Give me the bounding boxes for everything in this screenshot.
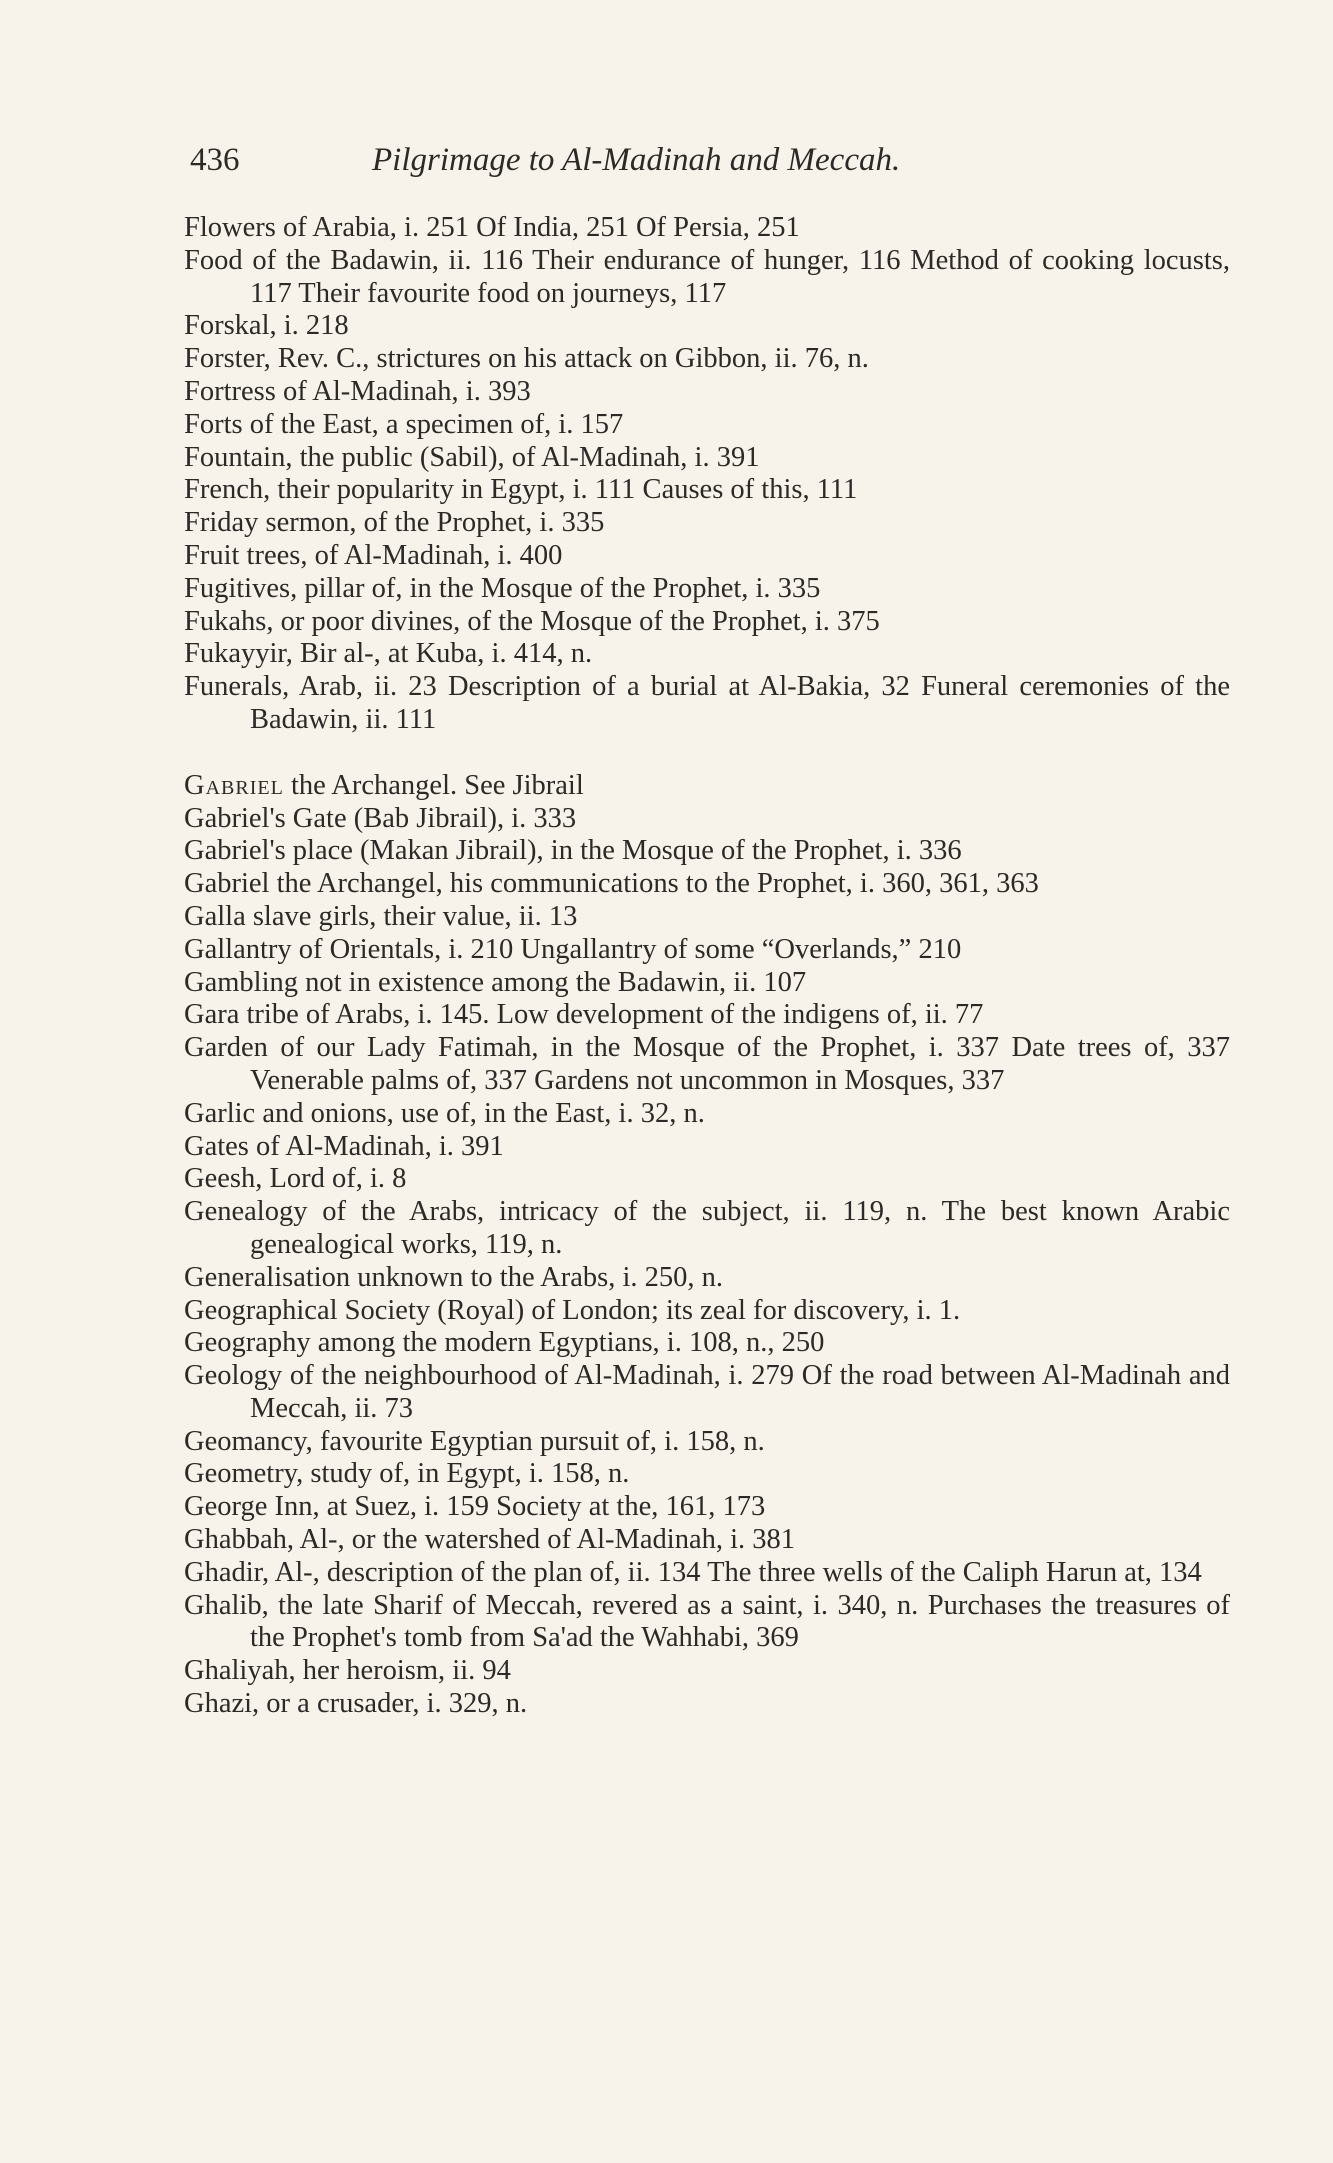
index-entry-text: Fugitives, pillar of, in the Mosque of the Prophet, i. 335 <box>184 572 821 604</box>
index-entry <box>184 868 1230 901</box>
index-entry <box>184 1426 1230 1459</box>
index-entry-text: Gabriel's Gate (Bab Jibrail), i. 333 <box>184 802 577 834</box>
index-entry-text: Fountain, the public (Sabil), of Al-Madinah, i. 391 <box>184 441 760 473</box>
index-entry <box>184 1458 1230 1491</box>
index-entry <box>184 638 1230 671</box>
index-entry-text: Gabriel's place (Makan Jibrail), in the Mosque of the Prophet, i. 336 <box>184 835 962 867</box>
index-entry <box>184 474 1230 507</box>
index-entry-text: Geomancy, favourite Egyptian pursuit of, i. 158, n. <box>184 1425 765 1457</box>
index-entry-text: Geographical Society (Royal) of London; its zeal for discovery, i. 1. <box>184 1294 961 1326</box>
index-entry <box>184 835 1230 868</box>
index-entry <box>184 245 1230 311</box>
index-entry <box>184 1196 1230 1262</box>
index-entry-text: Ghadir, Al-, description of the plan of, ii. 134 The three wells of the Caliph Harun at, 134 <box>184 1556 1202 1588</box>
index-entry <box>184 343 1230 376</box>
index-entry-text: Garden of our Lady Fatimah, in the Mosque of the Prophet, i. 337 Date trees of, 337 Venerable palms of, 337 Gardens not uncommon in Mosques, 337 <box>184 1032 1230 1096</box>
index-entry <box>184 573 1230 606</box>
index-entry <box>184 934 1230 967</box>
index-entry <box>184 1098 1230 1131</box>
index-entry <box>184 1295 1230 1328</box>
index-entry-text: Ghabbah, Al-, or the watershed of Al-Madinah, i. 381 <box>184 1524 796 1556</box>
index-entry-text: Friday sermon, of the Prophet, i. 335 <box>184 507 605 539</box>
index-entries <box>184 212 1230 1721</box>
index-entry-text: Generalisation unknown to the Arabs, i. 250, n. <box>184 1261 724 1293</box>
index-entry-text: Fukahs, or poor divines, of the Mosque of the Prophet, i. 375 <box>184 605 880 637</box>
running-title: Pilgrimage to Al-Madinah and Meccah. <box>372 142 901 178</box>
index-entry-text: Gambling not in existence among the Badawin, ii. 107 <box>184 966 807 998</box>
index-entry <box>184 1032 1230 1098</box>
index-entry <box>184 1360 1230 1426</box>
index-entry <box>184 1131 1230 1164</box>
index-entry-text: Forster, Rev. C., strictures on his attack on Gibbon, ii. 76, n. <box>184 343 869 375</box>
index-entry <box>184 967 1230 1000</box>
index-entry <box>184 1262 1230 1295</box>
index-entry-text: Fukayyir, Bir al-, at Kuba, i. 414, n. <box>184 638 593 670</box>
index-entry-text: Geometry, study of, in Egypt, i. 158, n. <box>184 1458 630 1490</box>
index-entry <box>184 1327 1230 1360</box>
index-entry-text: Geesh, Lord of, i. 8 <box>184 1163 407 1195</box>
page-number: 436 <box>190 142 240 178</box>
index-entry-text: Fortress of Al-Madinah, i. 393 <box>184 375 531 407</box>
index-entry-text: Forskal, i. 218 <box>184 310 349 342</box>
index-entry-text: Gabriel the Archangel, his communications to the Prophet, i. 360, 361, 363 <box>184 868 1039 900</box>
index-section <box>184 212 1230 737</box>
index-entry-text: Flowers of Arabia, i. 251 Of India, 251 Of Persia, 251 <box>184 212 800 243</box>
index-entry-text: Gallantry of Orientals, i. 210 Ungallantry of some “Overlands,” 210 <box>184 933 962 965</box>
index-entry-text: Gates of Al-Madinah, i. 391 <box>184 1130 504 1162</box>
index-entry-text: Fruit trees, of Al-Madinah, i. 400 <box>184 539 563 571</box>
index-entry <box>184 376 1230 409</box>
index-entry-text: Geology of the neighbourhood of Al-Madinah, i. 279 Of the road between Al-Madinah and Meccah, ii. 73 <box>184 1360 1230 1424</box>
index-entry <box>184 310 1230 343</box>
index-entry <box>184 1655 1230 1688</box>
index-entry <box>184 1557 1230 1590</box>
index-entry-text: Ghalib, the late Sharif of Meccah, revered as a saint, i. 340, n. Purchases the treasures of the Prophet's tomb from Sa'ad the Wahhabi, 369 <box>184 1589 1230 1654</box>
index-entry-text: Galla slave girls, their value, ii. 13 <box>184 900 578 932</box>
index-entry <box>184 999 1230 1032</box>
index-section <box>184 770 1230 1721</box>
index-entry <box>184 507 1230 540</box>
index-entry-text: Funerals, Arab, ii. 23 Description of a burial at Al-Bakia, 32 Funeral ceremonies of the Badawin, ii. 111 <box>184 671 1230 735</box>
index-entry-text: Ghaliyah, her heroism, ii. 94 <box>184 1655 511 1687</box>
index-entry <box>184 540 1230 573</box>
index-entry <box>184 442 1230 475</box>
index-entry <box>184 606 1230 639</box>
index-entry-text: the Archangel. See Jibrail <box>283 769 584 801</box>
index-entry-text: George Inn, at Suez, i. 159 Society at the, 161, 173 <box>184 1491 766 1523</box>
index-entry <box>184 803 1230 836</box>
index-entry <box>184 1163 1230 1196</box>
index-entry <box>184 1491 1230 1524</box>
index-entry <box>184 1590 1230 1656</box>
index-entry-text: Forts of the East, a specimen of, i. 157 <box>184 408 624 440</box>
index-entry-text: Geography among the modern Egyptians, i. 108, n., 250 <box>184 1327 825 1359</box>
index-entry-text: Food of the Badawin, ii. 116 Their endurance of hunger, 116 Method of cooking locusts, 117 Their favourite food on journeys, 117 <box>184 244 1230 309</box>
index-entry <box>184 1688 1230 1721</box>
index-entry <box>184 901 1230 934</box>
index-entry-text: Gara tribe of Arabs, i. 145. Low development of the indigens of, ii. 77 <box>184 999 984 1031</box>
index-entry-text: Garlic and onions, use of, in the East, i. 32, n. <box>184 1097 705 1129</box>
index-entry-text: Ghazi, or a crusader, i. 329, n. <box>184 1688 528 1720</box>
index-entry <box>184 212 1230 245</box>
index-entry <box>184 1524 1230 1557</box>
index-entry <box>184 409 1230 442</box>
index-entry-text: French, their popularity in Egypt, i. 111 Causes of this, 111 <box>184 474 858 506</box>
index-entry <box>184 671 1230 737</box>
index-entry-text: Genealogy of the Arabs, intricacy of the subject, ii. 119, n. The best known Arabic genealogical works, 119, n. <box>184 1196 1230 1260</box>
running-head <box>190 134 1040 186</box>
index-entry <box>184 770 1230 803</box>
index-entry-lead: Gabriel <box>184 769 284 801</box>
